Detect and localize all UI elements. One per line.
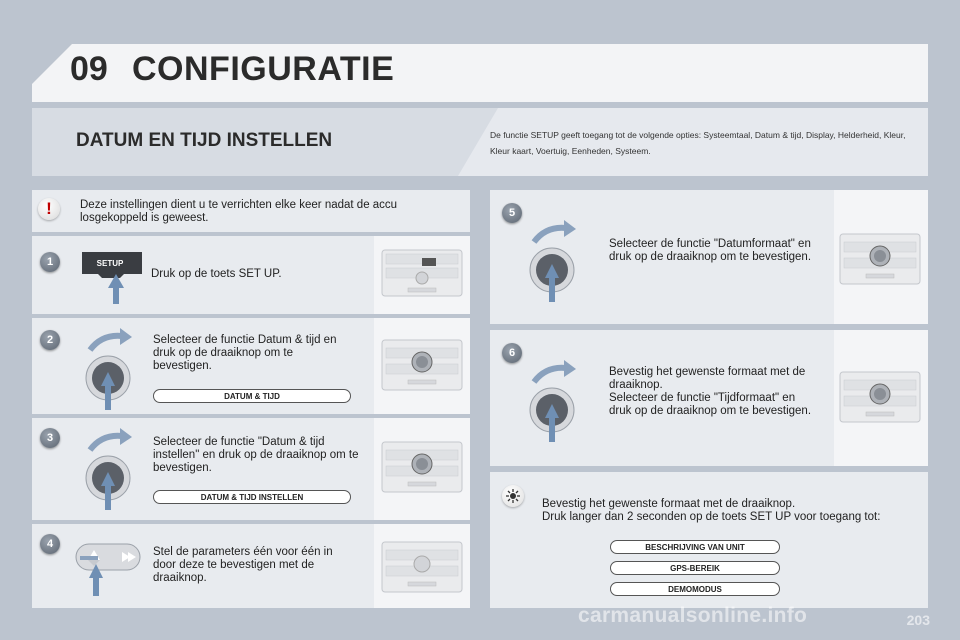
setup-key-label: SETUP (96, 259, 124, 268)
step-3-badge: 3 (40, 428, 60, 448)
step-6-badge: 6 (502, 343, 522, 363)
gps-range-option: GPS-BEREIK (610, 561, 780, 575)
radio-panel-image (836, 362, 924, 434)
page-number: 203 (906, 612, 930, 628)
demo-mode-option: DEMOMODUS (610, 582, 780, 596)
rotary-knob-icon (80, 326, 140, 412)
date-time-option: DATUM & TIJD (153, 389, 351, 403)
watermark: carmanualsonline.info (578, 604, 808, 627)
step-5-badge: 5 (502, 203, 522, 223)
rotary-knob-icon (524, 218, 584, 304)
lightbulb-icon (502, 485, 524, 507)
date-time-set-option: DATUM & TIJD INSTELLEN (153, 490, 351, 504)
tip-text (542, 498, 922, 524)
radio-panel-image (836, 224, 924, 296)
radio-panel-image (378, 330, 466, 402)
setup-key-icon (80, 248, 146, 306)
intro-text: De functie SETUP geeft toegang tot de volgende opties: Systeemtaal, Datum & tijd, Display, Helderheid, Kleur, Kleur kaart, Voertuig, Eenheden, Systeem. (490, 130, 906, 156)
step-5-text: Selecteer de functie "Datumformaat" en druk op de draaiknop om te bevestigen. (609, 238, 812, 263)
warning-text: Deze instellingen dient u te verrichten elke keer nadat de accu losgekoppeld is geweest. (80, 199, 398, 224)
page-title: CONFIGURATIE (132, 50, 395, 88)
rotary-knob-icon (80, 426, 140, 512)
step-6-text (609, 366, 819, 418)
tip-line-1: Bevestig het gewenste formaat met de draaiknop. (542, 498, 796, 510)
step-2-badge: 2 (40, 330, 60, 350)
tip-line-2: Druk langer dan 2 seconden op de toets SET UP voor toegang tot: (542, 511, 881, 523)
step-6-line-2: Selecteer de functie "Tijdformaat" en druk op de draaiknop om te bevestigen. (609, 392, 812, 417)
chapter-number: 09 (70, 50, 108, 88)
radio-panel-image (378, 240, 466, 308)
step-1-text: Druk op de toets SET UP. (151, 268, 282, 280)
radio-panel-image (378, 432, 466, 504)
radio-panel-image (378, 532, 466, 602)
unit-description-option: BESCHRIJVING VAN UNIT (610, 540, 780, 554)
step-2-text: Selecteer de functie Datum & tijd en druk op de draaiknop om te bevestigen. (153, 334, 337, 372)
step-6-line-1: Bevestig het gewenste formaat met de draaiknop. (609, 366, 806, 391)
step-4-text: Stel de parameters één voor één in door deze te bevestigen met de draaiknop. (153, 546, 333, 584)
selector-switch-icon (72, 534, 148, 598)
step-4-badge: 4 (40, 534, 60, 554)
rotary-knob-icon (524, 358, 584, 444)
step-3-text: Selecteer de functie "Datum & tijd instellen" en druk op de draaiknop om te bevestigen. (153, 436, 359, 474)
section-title: DATUM EN TIJD INSTELLEN (76, 130, 333, 151)
warning-icon: ! (38, 198, 60, 220)
step-1-badge: 1 (40, 252, 60, 272)
